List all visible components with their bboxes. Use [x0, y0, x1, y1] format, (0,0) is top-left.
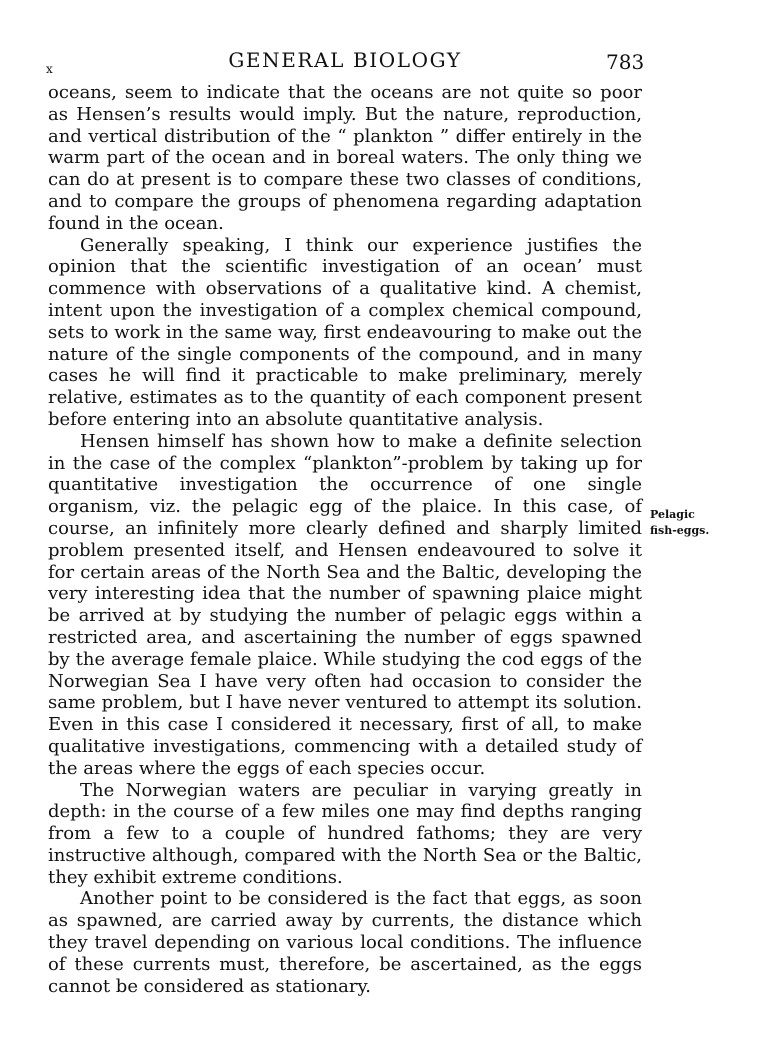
- paragraph-qualitative-investigation: Generally speaking, I think our experience justifies the opinion that the scientific investigation of an ocean’ must commence with observations of a qualitative kind. A chemist, intent upon the investigation of a complex chemical compound, sets to work in the same way, first endeavouring to make out the nature of the single components of the compound, and in many cases he will find it practicable to make preliminary, merely relative, estimates as to the quantity of each component present before entering into an absolute quantitative analysis.: [48, 234, 642, 430]
- running-title: GENERAL BIOLOGY: [228, 48, 462, 72]
- paragraph-pelagic-eggs: Hensen himself has shown how to make a definite selection in the case of the complex “plankton”-problem by taking up for quantitative investigation the occurrence of one single organism, viz. the pelagic egg of the plaice. In this case, of course, an infinitely more clearly defined and sharply limited problem presented itself, and Hensen endeavoured to solve it for certain areas of the North Sea and the Baltic, developing the very interesting idea that the number of spawning plaice might be arrived at by studying the number of pelagic eggs within a restricted area, and ascertaining the number of eggs spawned by the average female plaice. While studying the cod eggs of the Norwegian Sea I have very often had occasion to consider the same problem, but I have never ventured to attempt its solution. Even in this case I considered it necessary, first of all, to make qualitative investigations, commencing with a detailed study of the areas where the eggs of each species occur.: [48, 430, 642, 779]
- marginal-note-line-2: fish-eggs.: [650, 524, 710, 537]
- page-number: 783: [606, 50, 645, 74]
- paragraph-continued: oceans, seem to indicate that the oceans are not quite so poor as Hensen’s results would imply. But the nature, reproduction, and vertical distribution of the “ plankton ” differ entirely in the warm part of the ocean and in boreal waters. The only thing we can do at present is to compare these two classes of conditions, and to compare the groups of phenomena regarding adaptation found in the ocean.: [48, 82, 642, 234]
- marginal-note-line-1: Pelagic: [650, 508, 695, 521]
- body-text: [48, 82, 642, 997]
- running-head: [0, 48, 776, 78]
- paragraph-norwegian-waters: The Norwegian waters are peculiar in varying greatly in depth: in the course of a few miles one may find depths ranging from a few to a couple of hundred fathoms; they are very instructive although, compared with the North Sea or the Baltic, they exhibit extreme conditions.: [48, 779, 642, 888]
- signature-mark: x: [46, 62, 53, 76]
- paragraph-currents: Another point to be considered is the fact that eggs, as soon as spawned, are carried away by currents, the distance which they travel depending on various local conditions. The influence of these currents must, therefore, be ascertained, as the eggs cannot be considered as stationary.: [48, 888, 642, 997]
- marginal-note: [650, 507, 716, 539]
